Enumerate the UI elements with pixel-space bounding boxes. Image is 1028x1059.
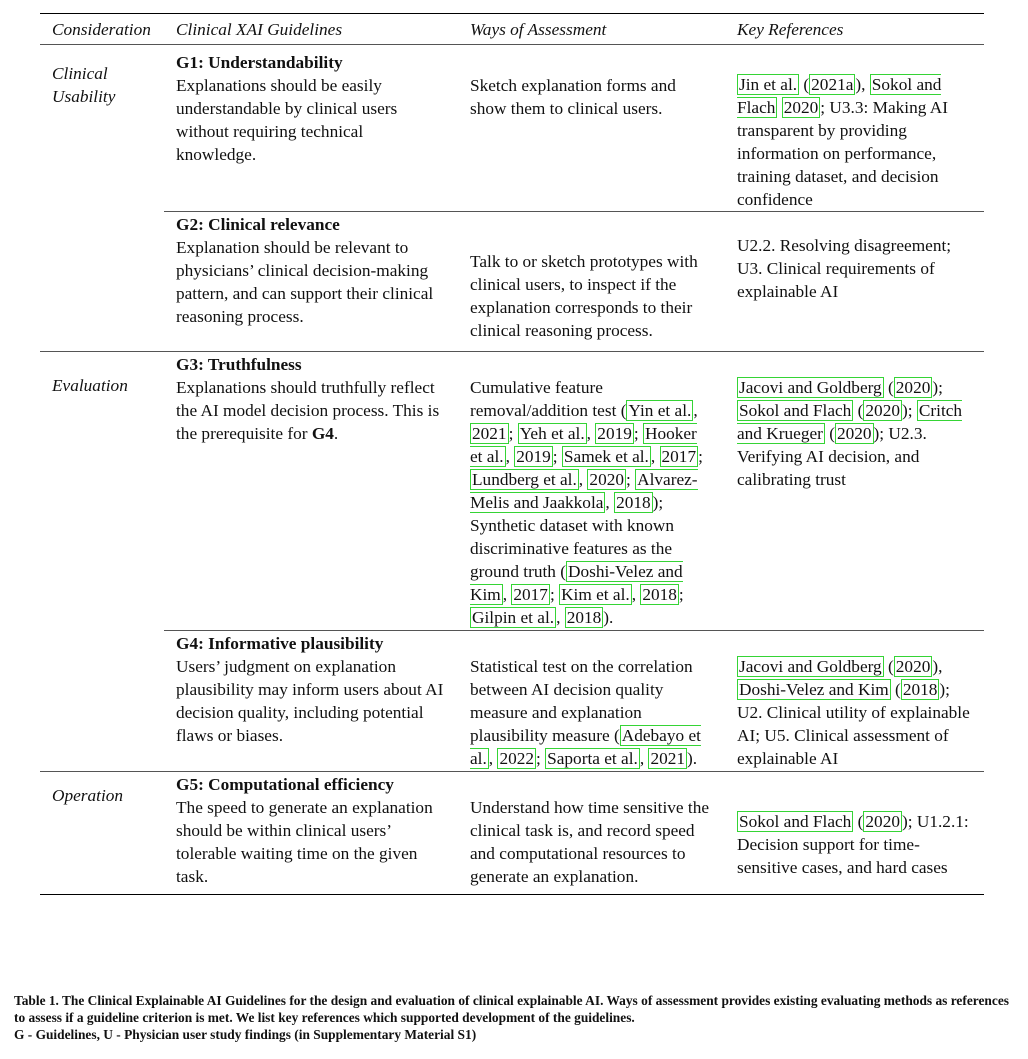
g2-references: U2.2. Resolving disagreement; U3. Clinical requirements of explainable AI: [725, 212, 984, 352]
ref-link[interactable]: 2022: [499, 749, 534, 768]
g2-description: Explanation should be relevant to physicians’ clinical decision-making pattern, and can support their clinical reasoning process.: [176, 238, 434, 326]
table-row: [40, 212, 984, 352]
header-guidelines: Clinical XAI Guidelines: [176, 20, 343, 39]
table-header-row: [40, 14, 984, 45]
g1-assessment: Sketch explanation forms and show them to clinical users.: [458, 45, 725, 212]
guidelines-table: [40, 13, 984, 895]
ref-link[interactable]: Yin et al.: [628, 401, 692, 420]
header-references: Key References: [737, 20, 844, 39]
ref-link[interactable]: Critch and Krueger: [737, 401, 963, 443]
g4-title: G4: Informative plausibility: [176, 634, 384, 653]
g5-title: G5: Computational efficiency: [176, 775, 394, 794]
table-row: [40, 352, 984, 631]
consideration-operation: Operation: [40, 772, 164, 895]
g1-ref-text: ; U3.3: Making AI transparent by providing information on performance, training dataset, and decision confidence: [737, 98, 948, 209]
g3-references: Jacovi and Goldberg ( 2020 ); Sokol and Flach ( 2020 ); Critch and Krueger ( 2020 ); U2.3. Verifying AI decision, and calibrating trust: [725, 352, 984, 631]
ref-link[interactable]: Doshi-Velez and Kim: [470, 562, 683, 604]
ref-link[interactable]: Adebayo et al.: [470, 726, 701, 768]
g4-description: Users’ judgment on explanation plausibility may inform users about AI decision quality, including potential flaws or biases.: [176, 657, 444, 745]
g2-assessment: Talk to or sketch prototypes with clinical users, to inspect if the explanation corresponds to their clinical reasoning process.: [458, 212, 725, 352]
ref-link[interactable]: Samek et al.: [563, 447, 649, 466]
ref-link[interactable]: Gilpin et al.: [472, 608, 555, 627]
ref-link[interactable]: Alvarez-Melis and Jaakkola: [470, 470, 698, 512]
table-row: [40, 772, 984, 895]
ref-link[interactable]: Jin et al.: [739, 75, 798, 94]
ref-link[interactable]: 2017: [513, 585, 548, 604]
g1-title: G1: Understandability: [176, 53, 343, 72]
consideration-clinical-usability: Clinical Usability: [40, 45, 164, 352]
ref-link[interactable]: Jacovi and Goldberg: [739, 378, 882, 397]
g5-description: The speed to generate an explanation should be within clinical users’ tolerable waiting time on the given task.: [176, 798, 433, 886]
ref-link[interactable]: 2018: [902, 680, 938, 699]
ref-link[interactable]: 2019: [516, 447, 551, 466]
table-row: [40, 45, 984, 212]
caption-main: Table 1. The Clinical Explainable AI Guidelines for the design and evaluation of clinical explainable AI. Ways of assessment provides existing evaluating methods as references to assess if a guideline criterion is met. We list key references which supported development of the guidelines.: [14, 993, 1009, 1025]
guideline-g3: [164, 352, 458, 631]
g3-title: G3: Truthfulness: [176, 355, 302, 374]
ref-link[interactable]: 2018: [642, 585, 677, 604]
ref-link[interactable]: Sokol and Flach: [739, 812, 852, 831]
ref-link[interactable]: Doshi-Velez and Kim: [739, 680, 889, 699]
guideline-g5: [164, 772, 458, 895]
header-consideration: Consideration: [52, 20, 151, 39]
g1-references: Jin et al. ( 2021a ), Sokol and Flach 2020 ; U3.3: Making AI transparent by providing information on performance, training dataset, and decision confidence: [725, 45, 984, 212]
ref-link[interactable]: 2021: [650, 749, 686, 768]
g3-assessment: Cumulative feature removal/addition test ( Yin et al. , 2021 ; Yeh et al. , 2019 ; Hooker et al. , 2019 ; Samek et al. , 2017 ; Lundberg et al. , 2020 ; Alvarez-Melis and Jaakkola , 2018 ); Synthetic dataset with known discriminative features as the ground truth ( Doshi-Velez and Kim , 2017 ; Kim et al. , 2018 ; Gilpin et al. , 2018 ).: [458, 352, 725, 631]
ref-link[interactable]: 2020: [895, 657, 931, 676]
g5-assessment: Understand how time sensitive the clinical task is, and record speed and computational resources to generate an explanation.: [458, 772, 725, 895]
ref-link[interactable]: 2020: [895, 378, 931, 397]
guideline-g2: [164, 212, 458, 352]
ref-link[interactable]: 2019: [597, 424, 632, 443]
g4-assessment: Statistical test on the correlation between AI decision quality measure and explanation plausibility measure ( Adebayo et al. , 2022 ; Saporta et al. , 2021 ).: [458, 631, 725, 772]
ref-link[interactable]: Jacovi and Goldberg: [739, 657, 882, 676]
g1-description: Explanations should be easily understandable by clinical users without requiring technical knowledge.: [176, 76, 398, 164]
consideration-evaluation: Evaluation: [40, 352, 164, 772]
g3-description: Explanations should truthfully reflect the AI model decision process. This is the prerequisite for G4.: [176, 378, 440, 443]
guideline-g4: [164, 631, 458, 772]
ref-link[interactable]: 2017: [661, 447, 697, 466]
table-row: [40, 631, 984, 772]
ref-link[interactable]: Hooker et al.: [470, 424, 697, 466]
g2-title: G2: Clinical relevance: [176, 215, 340, 234]
ref-link[interactable]: 2018: [566, 608, 602, 627]
guideline-g1: [164, 45, 458, 212]
ref-link[interactable]: 2020: [589, 470, 624, 489]
caption-legend: G - Guidelines, U - Physician user study findings (in Supplementary Material S1): [14, 1027, 477, 1042]
ref-link[interactable]: Saporta et al.: [547, 749, 638, 768]
guidelines-table-container: [40, 13, 984, 895]
ref-link[interactable]: 2020: [865, 812, 900, 831]
g5-references: Sokol and Flach ( 2020 ); U1.2.1: Decision support for time-sensitive cases, and hard cases: [725, 772, 984, 895]
ref-link[interactable]: 2021a: [811, 75, 854, 94]
ref-link[interactable]: 2021: [472, 424, 507, 443]
ref-link[interactable]: 2020: [783, 98, 819, 117]
table-caption: [14, 992, 1014, 1043]
g4-references: Jacovi and Goldberg ( 2020 ), Doshi-Velez and Kim ( 2018 ); U2. Clinical utility of explainable AI; U5. Clinical assessment of explainable AI: [725, 631, 984, 772]
ref-link[interactable]: Kim et al.: [561, 585, 630, 604]
header-assessment: Ways of Assessment: [470, 20, 607, 39]
ref-link[interactable]: Sokol and Flach: [737, 75, 942, 117]
ref-link[interactable]: 2020: [836, 424, 872, 443]
ref-link[interactable]: Yeh et al.: [519, 424, 585, 443]
ref-link[interactable]: 2018: [616, 493, 651, 512]
ref-link[interactable]: Lundberg et al.: [472, 470, 577, 489]
ref-link[interactable]: Sokol and Flach: [739, 401, 852, 420]
ref-link[interactable]: 2020: [865, 401, 900, 420]
